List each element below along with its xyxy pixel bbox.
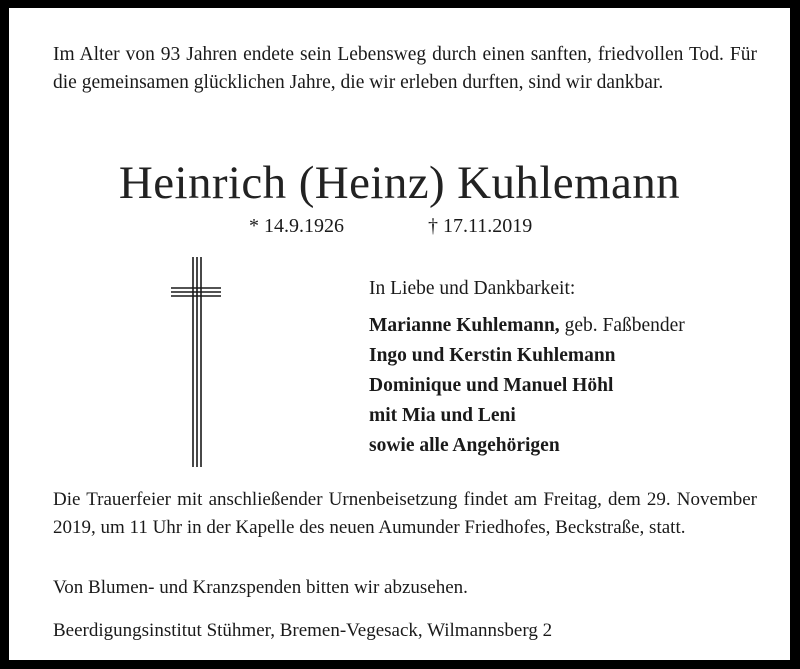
birth-date: * 14.9.1926 xyxy=(249,215,344,237)
mourner-row xyxy=(369,431,685,461)
mourner-row xyxy=(369,341,685,371)
cross-icon xyxy=(171,255,221,467)
death-date: † 17.11.2019 xyxy=(428,215,533,237)
deceased-name: Heinrich (Heinz) Kuhlemann xyxy=(118,157,681,209)
intro-text: Im Alter von 93 Jahren endete sein Lebensweg durch einen sanften, friedvollen Tod. Für die gemeinsamen glücklichen Jahre, die wir erleben durften, sind wir dankbar. xyxy=(53,44,757,93)
mourner-row xyxy=(369,401,685,431)
ceremony-text: Die Trauerfeier mit anschließender Urnenbeisetzung findet am Freitag, dem 29. November 2019, um 11 Uhr in der Kapelle des neuen Aumunder Friedhofes, Beckstraße, statt. xyxy=(53,489,757,538)
mourner-row xyxy=(369,311,685,341)
mourner-name: Dominique und Manuel Höhl xyxy=(369,375,614,396)
mourner-name: mit Mia und Leni xyxy=(369,405,516,426)
mourner-name: sowie alle Angehörigen xyxy=(369,435,560,456)
obituary-notice xyxy=(9,8,790,660)
mourner-note: geb. Faßbender xyxy=(559,315,685,336)
dedication-line: In Liebe und Dankbarkeit: xyxy=(369,278,576,299)
mourners-list xyxy=(369,311,685,461)
mourner-name: Ingo und Kerstin Kuhlemann xyxy=(369,345,616,366)
mourner-row xyxy=(369,371,685,401)
flowers-note: Von Blumen- und Kranzspenden bitten wir abzusehen. xyxy=(53,577,468,598)
funeral-home: Beerdigungsinstitut Stühmer, Bremen-Vegesack, Wilmannsberg 2 xyxy=(53,620,553,641)
mourner-name: Marianne Kuhlemann, xyxy=(369,315,560,336)
